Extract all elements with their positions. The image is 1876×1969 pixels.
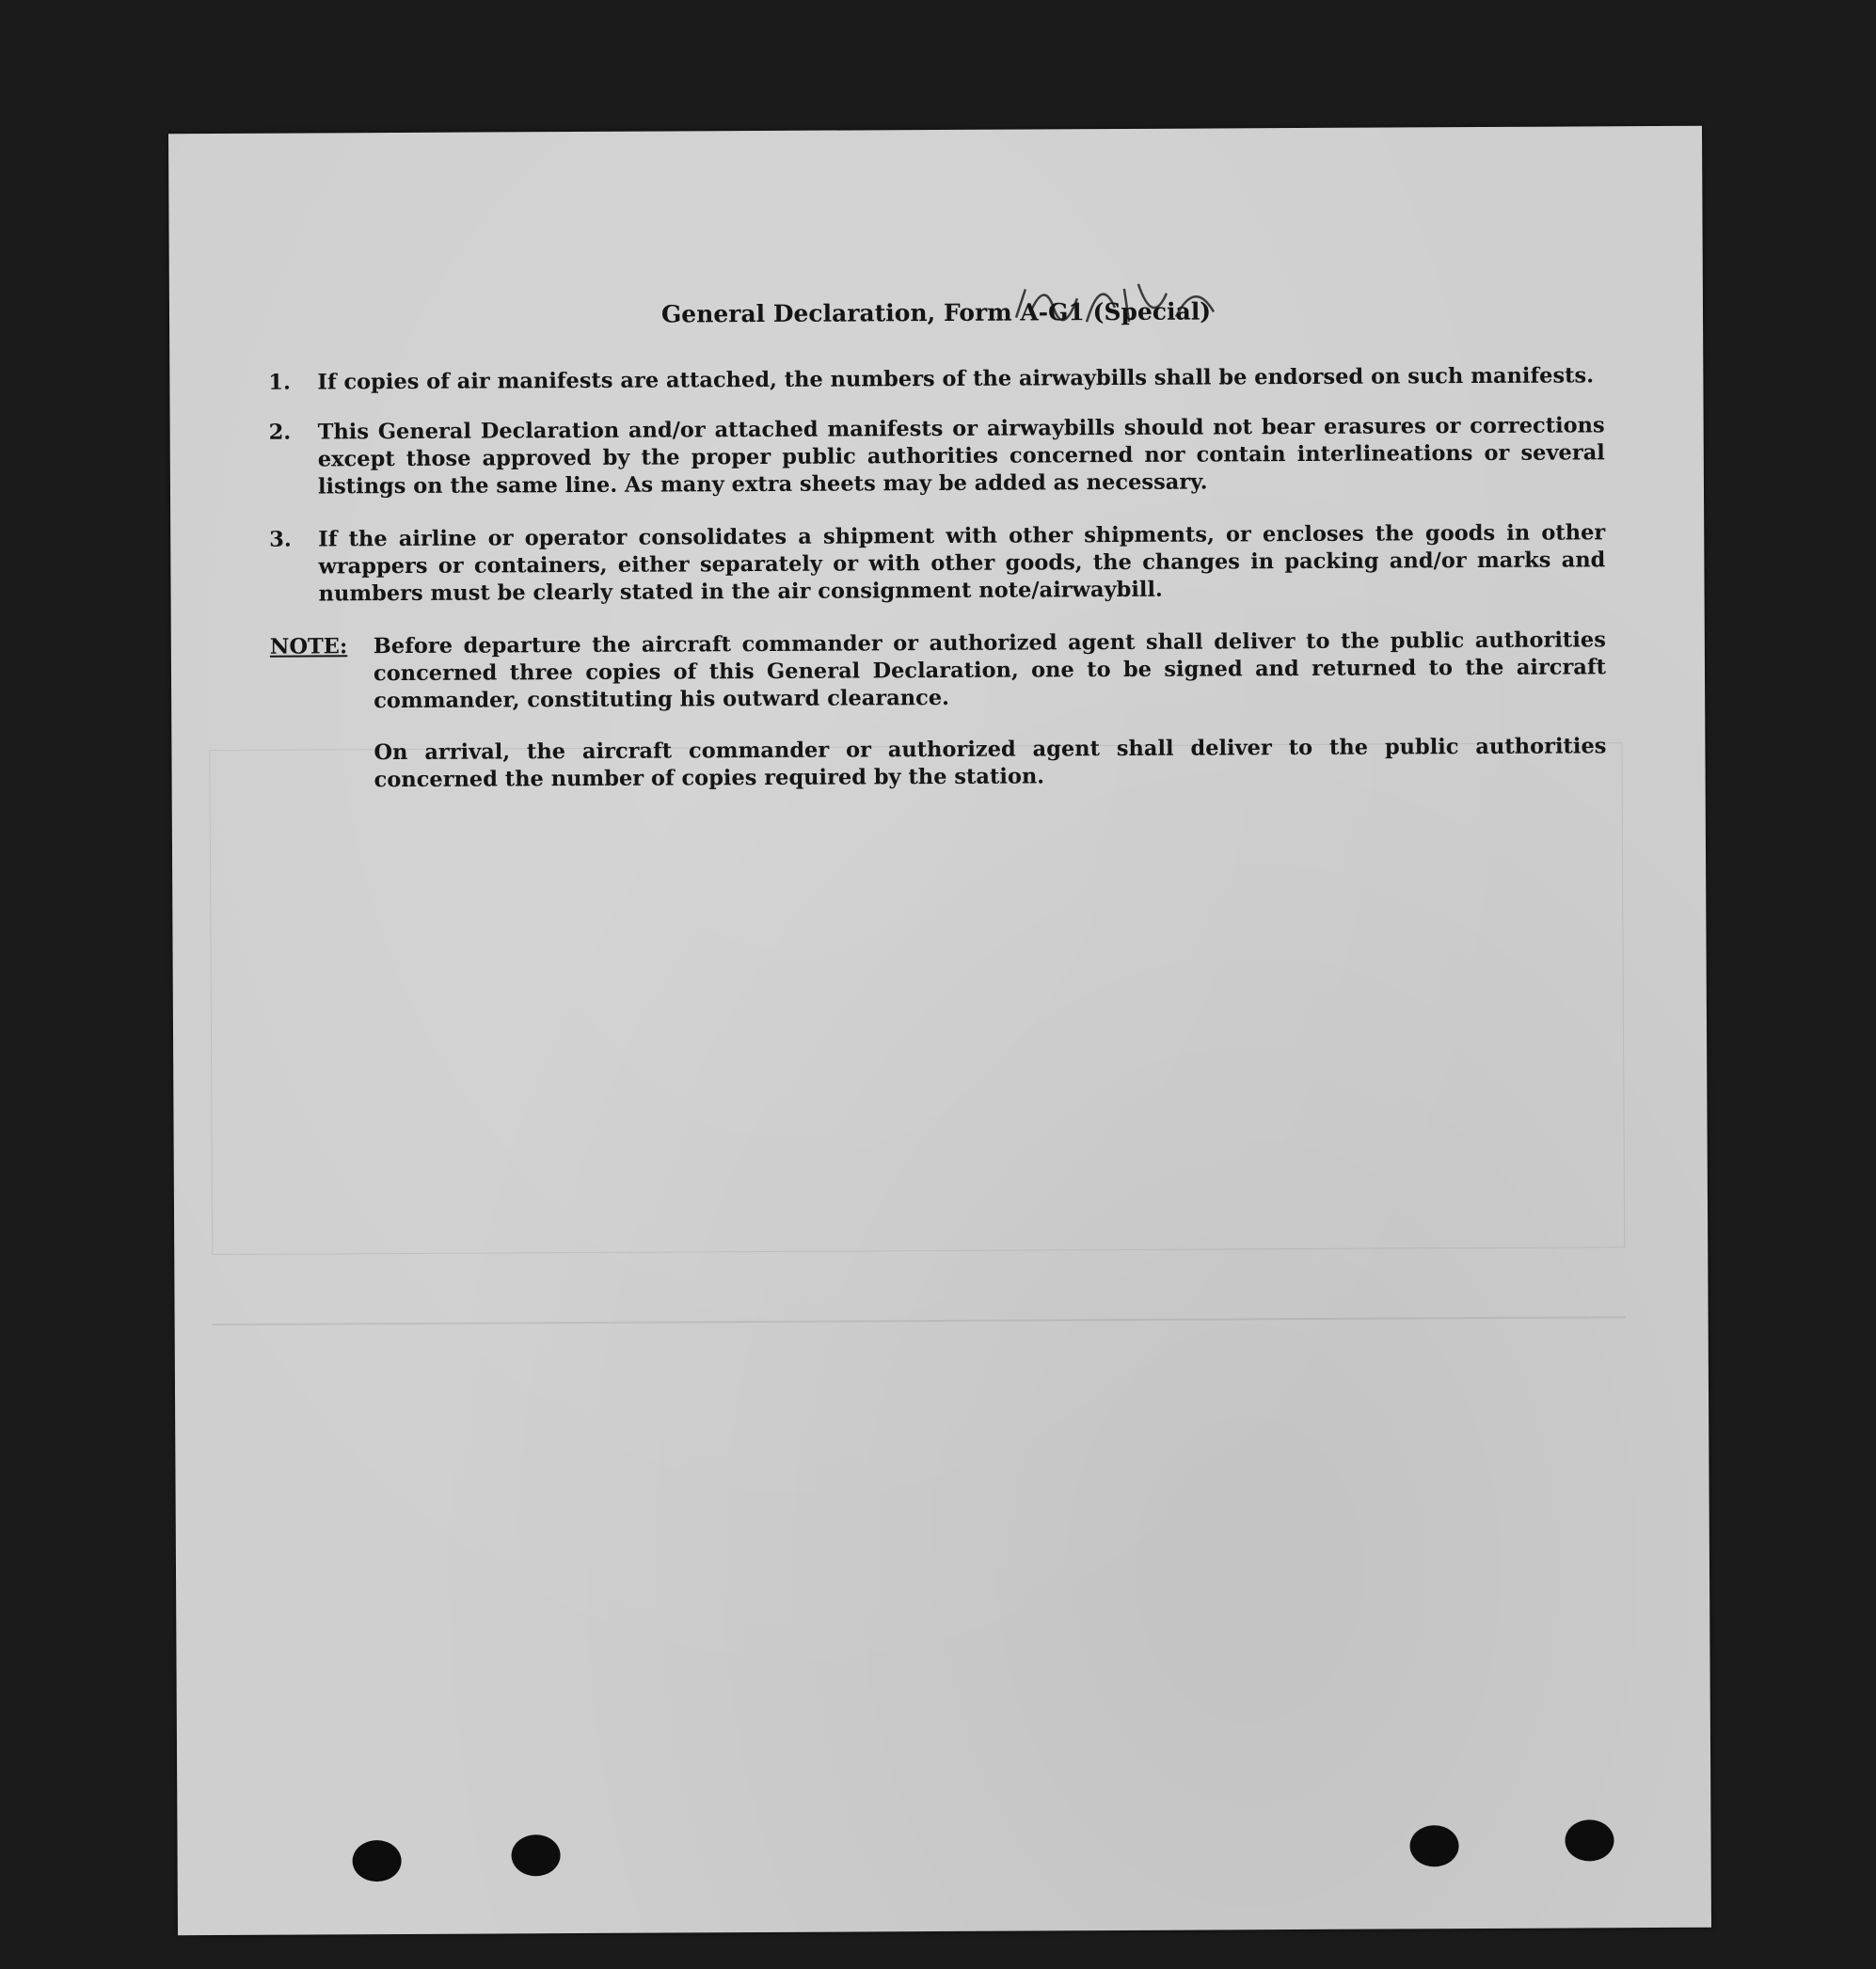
note-label: NOTE: bbox=[269, 634, 348, 659]
list-item bbox=[268, 362, 1604, 396]
punch-hole-icon bbox=[511, 1834, 560, 1876]
list-item bbox=[269, 519, 1605, 608]
item-text: If the airline or operator consolidates a shipment with other shipments, or encloses the goods in other wrappers or containers, either separately or with other goods, the changes in packing and/or marks and numbers must be clearly stated in the air consignment note/airwaybill. bbox=[318, 520, 1606, 607]
list-item bbox=[269, 412, 1605, 500]
document-page bbox=[168, 126, 1711, 1936]
item-text: This General Declaration and/or attached manifests or airwaybills should not bear erasures or corrections except those approved by the proper public authorities concerned nor contain interlineations or several listings on the same line. As many extra sheets may be added as necessary. bbox=[317, 413, 1605, 500]
item-text: If copies of air manifests are attached, the numbers of the airwaybills shall be endorsed on such manifests. bbox=[317, 363, 1595, 395]
bleed-through-line bbox=[213, 1316, 1626, 1326]
note-paragraph-2 bbox=[270, 733, 1606, 794]
punch-hole-icon bbox=[1565, 1819, 1614, 1861]
item-number: 2. bbox=[268, 420, 292, 445]
bleed-through-table bbox=[209, 742, 1625, 1255]
item-number: 3. bbox=[269, 527, 292, 552]
note-text: Before departure the aircraft commander or authorized agent shall deliver to the public authorities concerned three copies of this General Declaration, one to be signed and returned to the aircraft commander, constituting his outward clearance. bbox=[373, 627, 1607, 714]
note-block bbox=[270, 627, 1606, 715]
page-title: General Declaration, Form A-G1 (Special) bbox=[660, 297, 1212, 328]
note-text-2: On arrival, the aircraft commander or authorized agent shall deliver to the public authorities concerned the number of copies required by the station. bbox=[374, 734, 1607, 793]
item-number: 1. bbox=[268, 370, 291, 395]
punch-hole-icon bbox=[352, 1840, 401, 1882]
punch-hole-icon bbox=[1409, 1825, 1458, 1866]
